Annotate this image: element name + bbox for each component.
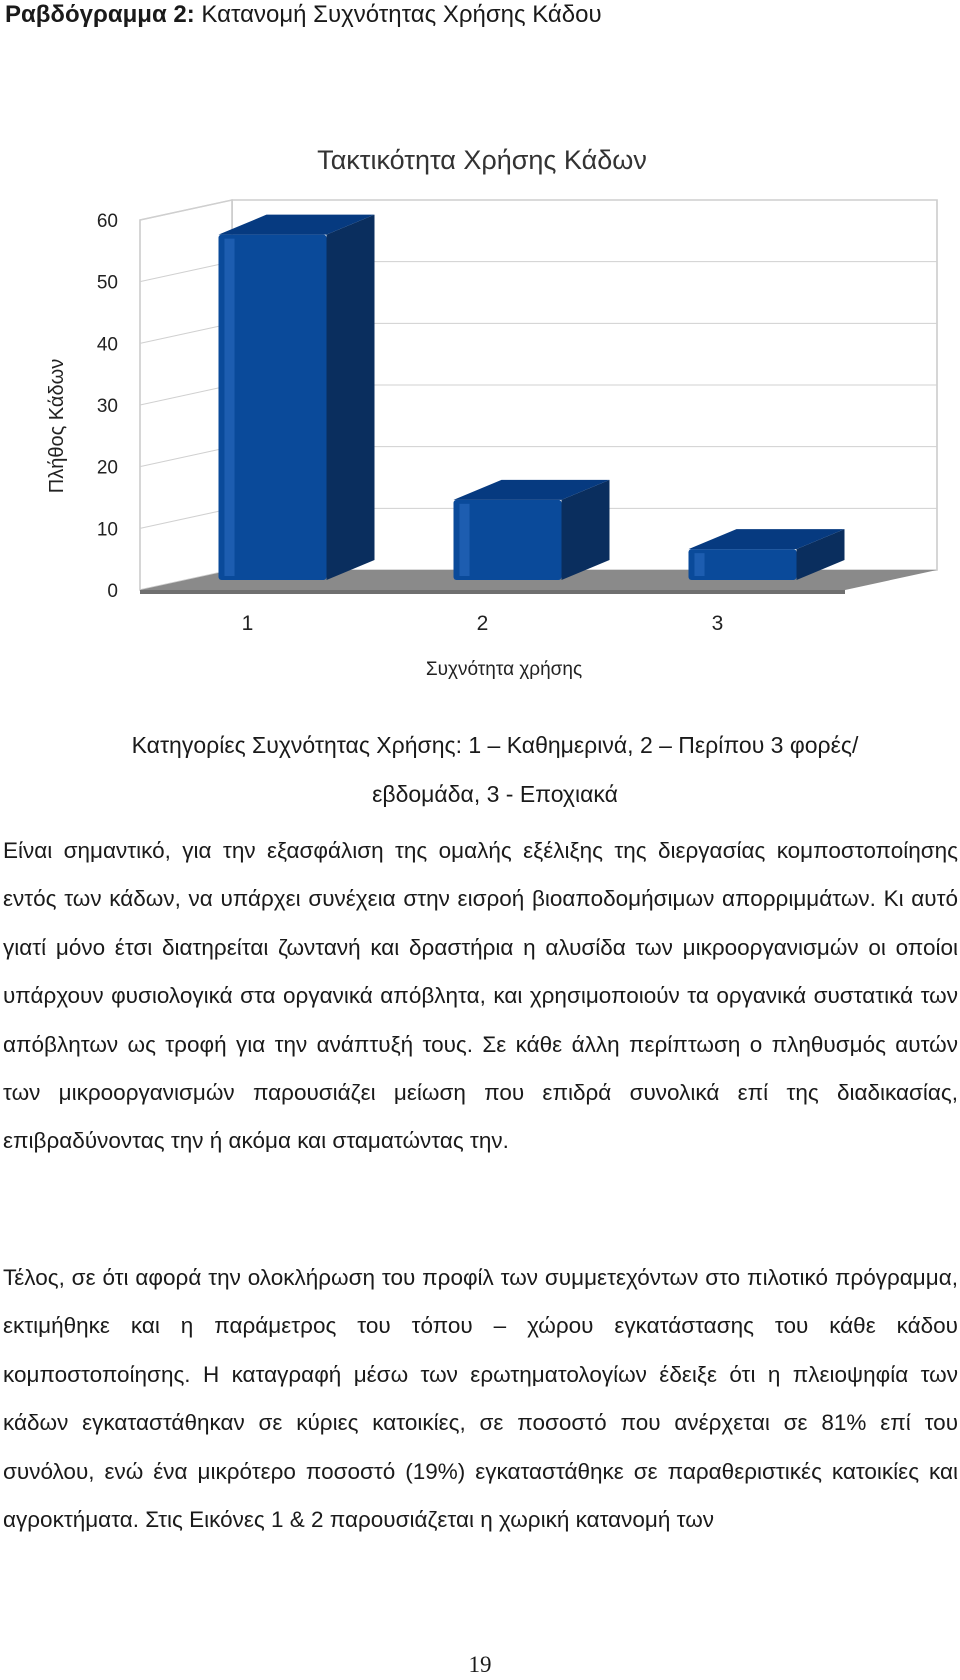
y-tick-label: 20 <box>96 457 118 479</box>
figure-heading <box>5 0 602 30</box>
figure-heading-text: Κατανομή Συχνότητας Χρήσης Κάδου <box>201 1 602 28</box>
bar-chart <box>0 130 960 690</box>
y-tick-label: 0 <box>107 581 118 602</box>
y-tick-label: 50 <box>96 272 118 294</box>
body-paragraph-1: Είναι σημαντικό, για την εξασφάλιση της ομαλής εξέλιξης της διεργασίας κομποστοποίησης εντός των κάδων, να υπάρχει συνέχεια στην εισροή βιοαποδομήσιμων απορριμμάτων. Κι αυτό γιατί μόνο έτσι διατηρείται ζωντανή και δραστήρια η αλυσίδα των μικροοργανισμών οι οποίοι υπάρχουν φυσιολογικά στα οργανικά απόβλητα, και χρησιμοποιούν τα οργανικά συστατικά των απόβλητων ως τροφή για την ανάπτυξή τους. Σε κάθε άλλη περίπτωση ο πληθυσμός αυτών των μικροοργανισμών παρουσιάζει μείωση που επιδρά συνολικά επί της διαδικασίας, επιβραδύνοντας την ή ακόμα και σταματώντας την. <box>3 838 958 1154</box>
bar <box>219 235 327 580</box>
figure-label: Ραβδόγραμμα 2: <box>5 1 195 28</box>
x-tick-label: 2 <box>476 612 489 635</box>
y-tick-label: 10 <box>96 519 118 541</box>
chart-floor-edge <box>140 590 845 594</box>
bar-highlight <box>460 504 470 576</box>
x-tick-label: 1 <box>241 612 254 635</box>
bar-side <box>327 215 375 580</box>
bar-highlight <box>695 553 705 576</box>
y-tick-label: 40 <box>96 334 118 356</box>
bar-highlight <box>225 239 235 576</box>
bar <box>689 549 797 580</box>
y-tick-label: 60 <box>96 211 118 232</box>
y-tick-label: 30 <box>96 396 118 417</box>
bar <box>454 500 562 580</box>
body-paragraph-2: Τέλος, σε ότι αφορά την ολοκλήρωση του προφίλ των συμμετεχόντων στο πιλοτικό πρόγραμμα, εκτιμήθηκε και η παράμετρος του τόπου – χώρου εγκατάστασης του κάθε κάδου κομποστοποίησης. Η καταγραφή μέσω των ερωτηματολογίων έδειξε ότι η πλειοψηφία των κάδων εγκαταστάθηκαν σε κύριες κατοικίες, σε ποσοστό που ανέρχεται σε 81% επί του συνόλου, ενώ ένα μικρότερο ποσοστό (19%) εγκαταστάθηκε σε παραθεριστικές κατοικίες και αγροκτήματα. Στις Εικόνες 1 & 2 παρουσιάζεται η χωρική κατανομή των <box>3 1265 958 1533</box>
x-axis-label: Συχνότητα χρήσης <box>425 659 583 680</box>
chart-caption-line-1: Κατηγορίες Συχνότητας Χρήσης: 1 – Καθημερινά, 2 – Περίπου 3 φορές/ <box>131 732 859 758</box>
page-number: 19 <box>468 1652 492 1677</box>
chart-title: Τακτικότητα Χρήσης Κάδων <box>317 145 647 175</box>
y-axis-label: Πλήθος Κάδων <box>46 358 68 494</box>
x-tick-label: 3 <box>711 612 724 635</box>
chart-caption-line-2: εβδομάδα, 3 - Εποχιακά <box>372 781 618 807</box>
